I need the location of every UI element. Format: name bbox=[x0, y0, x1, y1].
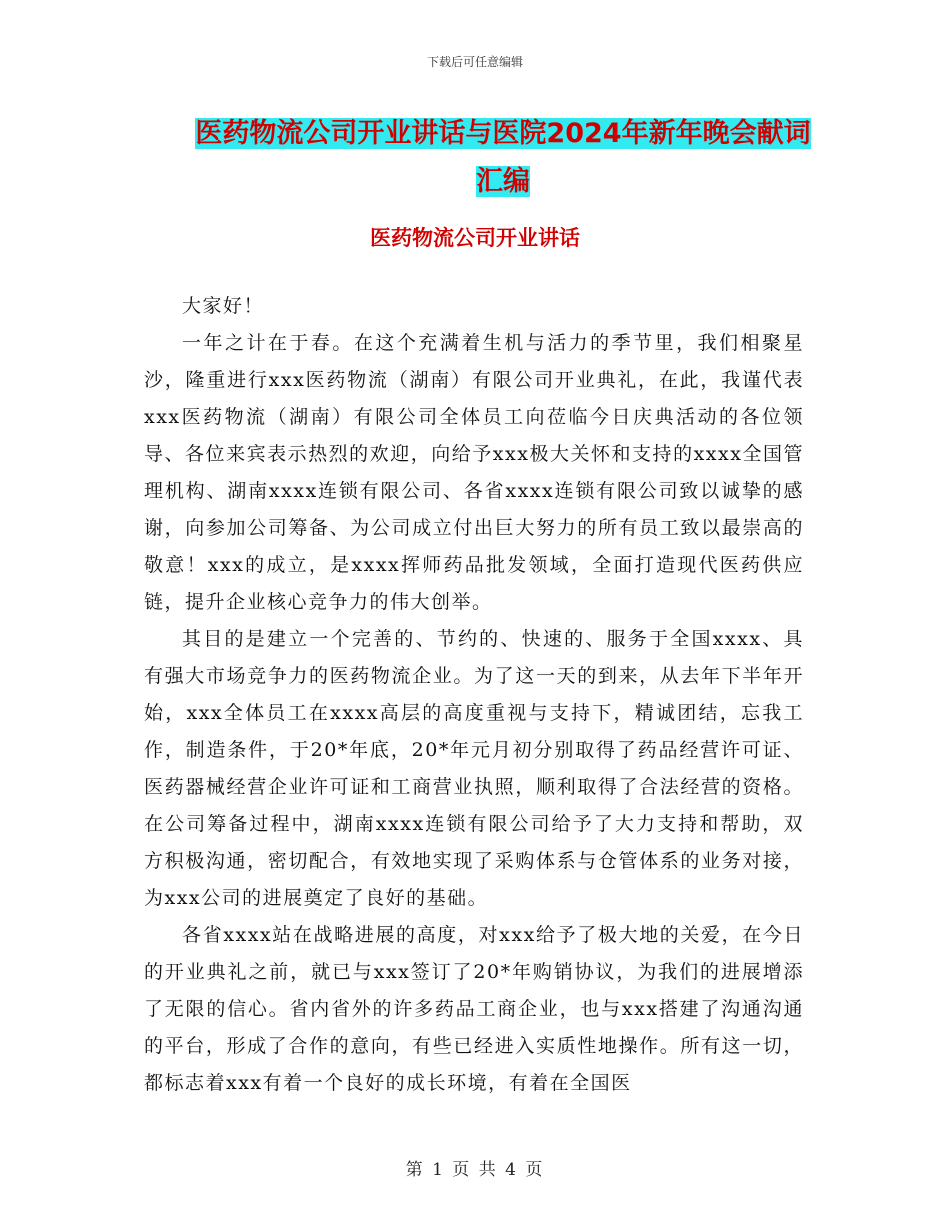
document-body bbox=[144, 288, 804, 1102]
paragraph-greeting: 大家好！ bbox=[182, 295, 265, 317]
document-title bbox=[188, 110, 818, 206]
header-note: 下载后可任意编辑 bbox=[426, 55, 523, 69]
paragraph: 其目的是建立一个完善的、节约的、快速的、服务于全国xxxx、具有强大市场竞争力的医药物流企业。为了这一天的到来，从去年下半年开始，xxx全体员工在xxxx高层的高度重视与支持下，精诚团结，忘我工作，制造条件，于20*年底，20*年元月初分别取得了药品经营许可证、医药器械经营企业许可证和工商营业执照，顺利取得了合法经营的资格。在公司筹备过程中，湖南xxxx连锁有限公司给予了大力支持和帮助，双方积极沟通，密切配合，有效地实现了采购体系与仓管体系的业务对接，为xxx公司的进展奠定了良好的基础。 bbox=[144, 628, 804, 909]
document-title-text: 医药物流公司开业讲话与医院2024年新年晚会献词汇编 bbox=[195, 118, 811, 197]
paragraph: 一年之计在于春。在这个充满着生机与活力的季节里，我们相聚星沙，隆重进行xxx医药物流（湖南）有限公司开业典礼，在此，我谨代表xxx医药物流（湖南）有限公司全体员工向莅临今日庆典活动的各位领导、各位来宾表示热烈的欢迎，向给予xxx极大关怀和支持的xxxx全国管理机构、湖南xxxx连锁有限公司、各省xxxx连锁有限公司致以诚挚的感谢，向参加公司筹备、为公司成立付出巨大努力的所有员工致以最崇高的敬意！xxx的成立，是xxxx挥师药品批发领域，全面打造现代医药供应链，提升企业核心竞争力的伟大创举。 bbox=[144, 332, 804, 613]
page-number: 第 1 页 共 4 页 bbox=[405, 1160, 545, 1180]
section-title: 医药物流公司开业讲话 bbox=[370, 226, 580, 250]
paragraph: 各省xxxx站在战略进展的高度，对xxx给予了极大地的关爱，在今日的开业典礼之前，就已与xxx签订了20*年购销协议，为我们的进展增添了无限的信心。省内省外的许多药品工商企业，也与xxx搭建了沟通沟通的平台，形成了合作的意向，有些已经进入实质性地操作。所有这一切，都标志着xxx有着一个良好的成长环境，有着在全国医 bbox=[144, 924, 804, 1094]
